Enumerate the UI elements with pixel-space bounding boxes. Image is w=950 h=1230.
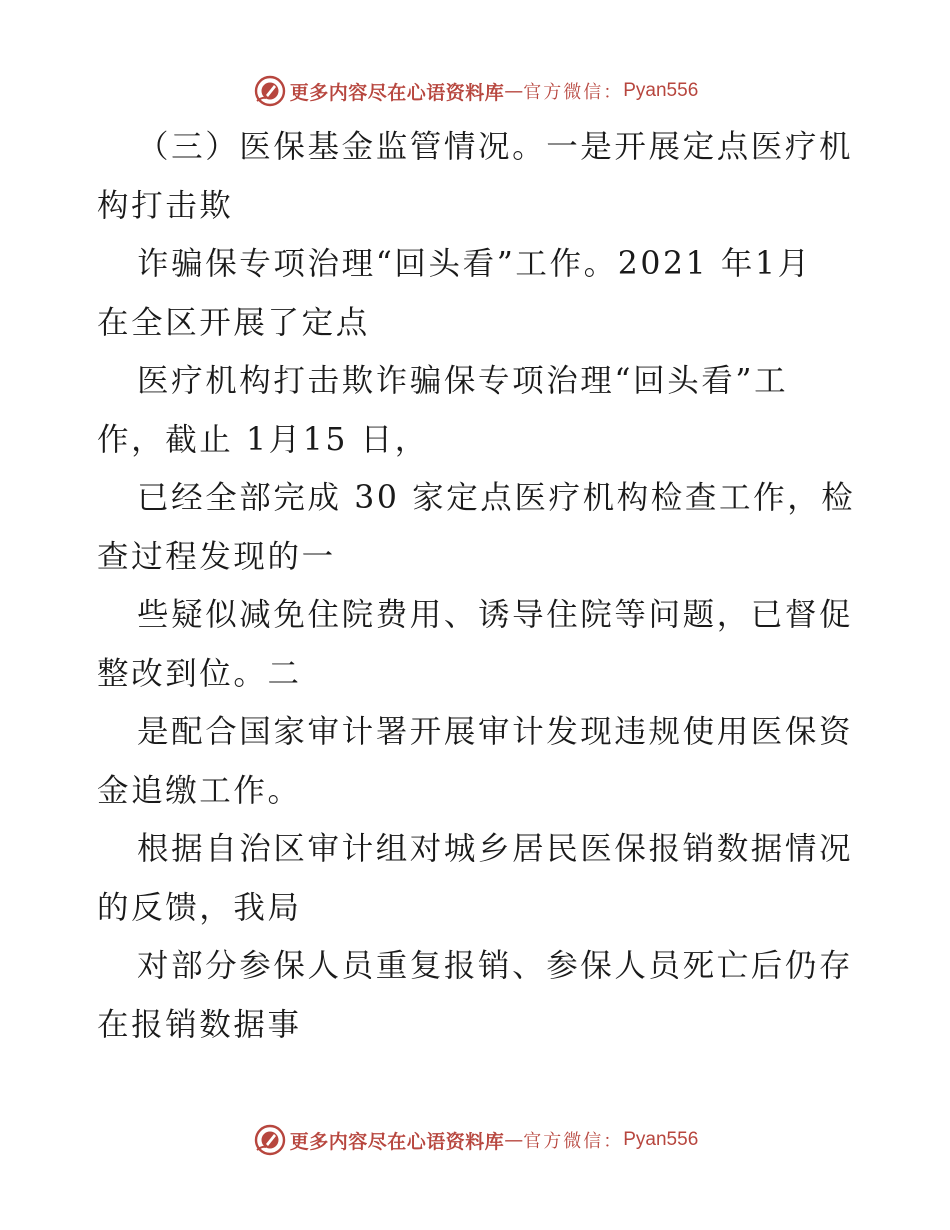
watermark-separator: —: [504, 80, 524, 102]
text-line: 诈骗保专项治理“回头看”工作。2021 年1月: [137, 246, 812, 282]
watermark-title: 更多内容尽在心语资料库: [289, 81, 505, 104]
text-line: 在全区开展了定点: [97, 304, 370, 341]
text-line: 在报销数据事: [97, 1006, 302, 1043]
text-line: 作，截止 1月15 日，: [97, 421, 429, 458]
watermark-wechat-id: Pyan556: [623, 1129, 699, 1150]
text-line: 医疗机构打击欺诈骗保专项治理“回头看”工: [137, 363, 789, 399]
watermark-separator: —: [504, 1129, 524, 1151]
text-line: 查过程发现的一: [97, 538, 336, 575]
text-line: 根据自治区审计组对城乡居民医保报销数据情况: [137, 831, 854, 867]
watermark-label: 官方微信：: [523, 82, 624, 103]
footer-watermark: [0, 1120, 950, 1160]
text-line: 整改到位。二: [97, 655, 302, 692]
text-line: 的反馈，我局: [97, 889, 302, 926]
text-line: 金追缴工作。: [97, 772, 302, 809]
text-line: 是配合国家审计署开展审计发现违规使用医保资: [137, 714, 854, 750]
watermark-label: 官方微信：: [523, 1131, 624, 1152]
text-line: 对部分参保人员重复报销、参保人员死亡后仍存: [137, 948, 854, 984]
watermark-title: 更多内容尽在心语资料库: [289, 1130, 505, 1153]
text-line: 构打击欺: [97, 187, 234, 224]
text-line: （三）医保基金监管情况。一是开展定点医疗机: [137, 129, 854, 165]
text-line: 些疑似减免住院费用、诱导住院等问题，已督促: [137, 597, 854, 633]
seal-logo-icon: [252, 73, 288, 109]
watermark-wechat-id: Pyan556: [623, 80, 699, 101]
text-line: 已经全部完成 30 家定点医疗机构检查工作，检: [137, 480, 856, 516]
document-body: [97, 118, 857, 1054]
header-watermark: [0, 71, 950, 111]
seal-logo-icon: [252, 1122, 288, 1158]
